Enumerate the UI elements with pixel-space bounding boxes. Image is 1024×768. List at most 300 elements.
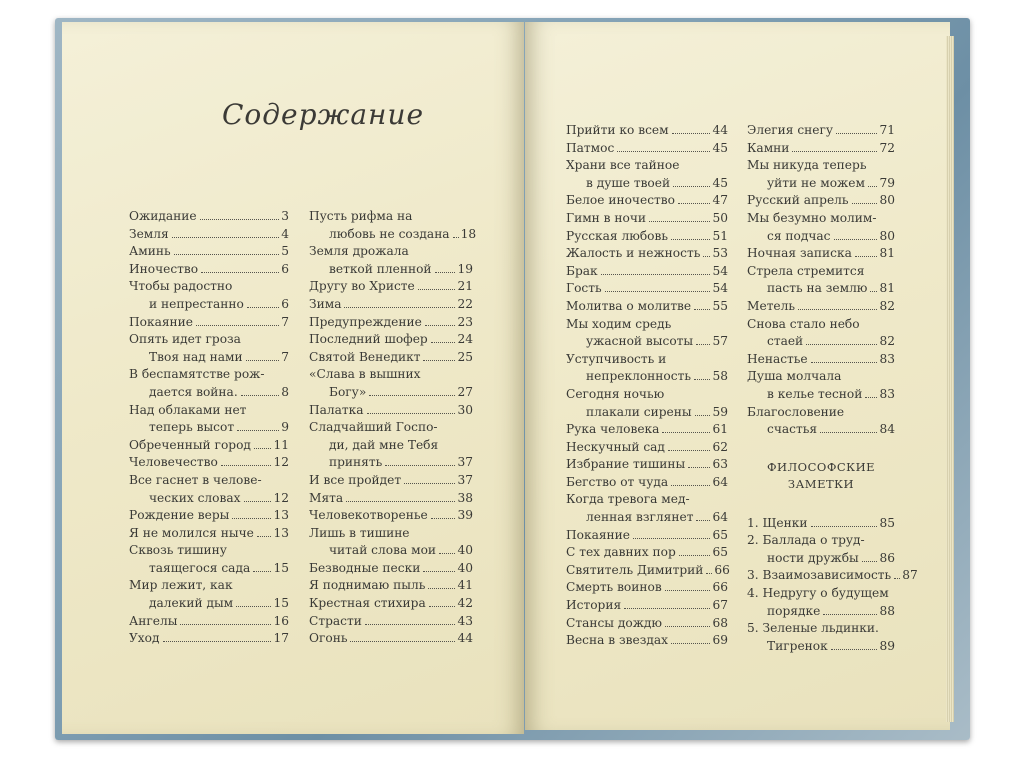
toc-entry-title: Уход [129, 631, 160, 646]
toc-entry-title: Ненастье [747, 351, 808, 366]
toc-entry[interactable] [566, 544, 728, 562]
toc-entry[interactable] [129, 437, 289, 455]
toc-page-number: 61 [712, 422, 728, 437]
toc-entry-title: Святой Венедикт [309, 349, 421, 364]
dot-leader [221, 465, 272, 466]
toc-entry-title: порядке [767, 603, 821, 618]
dot-leader [200, 219, 280, 220]
dot-leader [703, 256, 710, 257]
dot-leader [678, 203, 711, 204]
dot-leader [665, 590, 711, 591]
toc-entry-title: Аминь [129, 244, 171, 259]
dot-leader [253, 571, 271, 572]
toc-page-number: 83 [879, 386, 895, 401]
toc-entry[interactable] [309, 296, 473, 314]
dot-leader [174, 254, 280, 255]
dot-leader [811, 526, 878, 527]
toc-entry-title: Страсти [309, 613, 362, 628]
toc-entry-title: Ангелы [129, 613, 178, 628]
toc-entry-title: ческих словах [149, 490, 241, 505]
dot-leader [798, 309, 877, 310]
page-edges [946, 36, 954, 722]
toc-entry-title: Весна в звездах [566, 633, 669, 648]
dot-leader [792, 151, 877, 152]
dot-leader [633, 538, 710, 539]
toc-entry-title: Обреченный город [129, 437, 251, 452]
toc-page-number: 67 [712, 598, 728, 613]
toc-entry-title: таящегося сада [149, 560, 251, 575]
toc-entry-title: счастья [767, 422, 818, 437]
toc-entry[interactable] [566, 404, 728, 422]
dot-leader [439, 553, 455, 554]
toc-entry[interactable] [747, 298, 895, 316]
toc-entry-title: Я не молился ныче [129, 525, 254, 540]
toc-entry[interactable] [309, 384, 473, 402]
toc-entry[interactable] [309, 402, 473, 420]
dot-leader [196, 325, 279, 326]
toc-entry-title-line: Над облаками нет [129, 402, 247, 417]
toc-entry[interactable] [747, 515, 895, 533]
dot-leader [180, 624, 271, 625]
toc-entry-title-line: Снова стало небо [747, 316, 860, 331]
toc-entry[interactable] [129, 384, 289, 402]
toc-page-number: 21 [457, 279, 473, 294]
toc-entry[interactable] [566, 368, 728, 386]
toc-entry-title-line: Чтобы радостно [129, 279, 233, 294]
dot-leader [806, 344, 877, 345]
toc-page-number: 40 [457, 560, 473, 575]
toc-entry-title-line: Опять идет гроза [129, 332, 241, 347]
toc-entry[interactable] [129, 314, 289, 332]
toc-page-number: 79 [879, 175, 895, 190]
dot-leader [254, 448, 272, 449]
toc-entry-title-line: Сладчайший Госпо- [309, 420, 438, 435]
toc-entry-title: веткой пленной [329, 261, 432, 276]
toc-entry-title-line: Благословение [747, 404, 845, 419]
toc-page-number: 59 [712, 404, 728, 419]
dot-leader [163, 641, 272, 642]
toc-entry[interactable] [566, 597, 728, 615]
toc-entry-title: Крестная стихира [309, 596, 426, 611]
dot-leader [834, 239, 878, 240]
toc-entry[interactable] [309, 630, 473, 648]
toc-entry-title-line: 5. Зеленые льдинки. [747, 621, 879, 636]
toc-entry-title: Элегия снегу [747, 123, 834, 137]
toc-entry[interactable] [747, 175, 895, 193]
toc-page-number: 81 [879, 246, 895, 261]
toc-entry-title: Безводные пески [309, 560, 421, 575]
toc-page-number: 82 [879, 298, 895, 313]
dot-leader [232, 518, 271, 519]
toc-entry[interactable] [129, 243, 289, 261]
dot-leader [696, 344, 710, 345]
dot-leader [823, 614, 877, 615]
toc-entry-title: далекий дым [149, 596, 234, 611]
toc-page-number: 24 [457, 332, 473, 347]
toc-entry-title-line: Когда тревога мед- [566, 492, 690, 507]
toc-entry-title-line: Лишь в тишине [309, 525, 410, 540]
toc-entry[interactable] [747, 245, 895, 263]
toc-entry[interactable] [566, 175, 728, 193]
toc-page-number: 69 [712, 633, 728, 648]
dot-leader [862, 561, 878, 562]
toc-page-number: 15 [273, 560, 289, 575]
toc-entry-title: в келье тесной [767, 386, 863, 401]
toc-entry-title: Земля [129, 226, 169, 241]
toc-page-number: 66 [714, 562, 730, 577]
toc-entry-title: Белое иночество [566, 193, 675, 208]
dot-leader [672, 133, 711, 134]
toc-entry[interactable] [309, 278, 473, 296]
dot-leader [246, 360, 280, 361]
toc-entry[interactable] [129, 630, 289, 648]
dot-leader [671, 485, 710, 486]
dot-leader [172, 237, 280, 238]
toc-entry-title-line: В беспамятстве рож- [129, 367, 265, 382]
toc-entry-title: Человекотворенье [309, 508, 428, 523]
toc-entry[interactable] [129, 349, 289, 367]
toc-page-number: 13 [273, 508, 289, 523]
toc-page-number: 23 [457, 314, 473, 329]
toc-entry-title: плакали сирены [586, 404, 692, 419]
toc-entry[interactable] [129, 454, 289, 472]
toc-page-number: 38 [457, 490, 473, 505]
toc-entry[interactable] [129, 613, 289, 631]
toc-entry[interactable] [566, 122, 728, 140]
dot-leader [855, 256, 878, 257]
toc-page-number: 6 [281, 261, 289, 276]
toc-page-number: 37 [457, 472, 473, 487]
toc-entry-title: Покаяние [566, 527, 630, 542]
toc-page-number: 19 [457, 261, 473, 276]
toc-entry-title-line: Душа молчала [747, 369, 842, 384]
toc-page-number: 63 [712, 457, 728, 472]
toc-page-number: 58 [712, 369, 728, 384]
toc-page-number: 66 [712, 580, 728, 595]
toc-entry-title: Прийти ко всем [566, 123, 669, 137]
toc-entry[interactable] [747, 550, 895, 568]
dot-leader [831, 649, 878, 650]
section-heading-line: ЗАМЕТКИ [787, 476, 855, 491]
toc-page-number: 62 [712, 439, 728, 454]
dot-leader [425, 325, 456, 326]
toc-entry-title: Мята [309, 490, 344, 505]
toc-page-number: 68 [712, 615, 728, 630]
toc-page-number: 51 [712, 228, 728, 243]
toc-entry-title: теперь высот [149, 420, 235, 435]
toc-entry[interactable] [566, 456, 728, 474]
toc-entry[interactable] [747, 192, 895, 210]
toc-entry[interactable] [566, 298, 728, 316]
section-heading [747, 459, 895, 493]
dot-leader [671, 643, 710, 644]
toc-entry[interactable] [747, 228, 895, 246]
toc-entry-title-line: Уступчивость и [566, 351, 667, 366]
toc-page-number: 45 [712, 140, 728, 155]
toc-page-number: 47 [712, 193, 728, 208]
toc-entry-title-line: Мы ходим средь [566, 316, 672, 331]
toc-page-number: 12 [273, 455, 289, 470]
toc-page-number: 8 [281, 384, 289, 399]
toc-page-number: 55 [712, 298, 728, 313]
toc-column-4 [747, 122, 918, 655]
toc-entry[interactable] [747, 280, 895, 298]
toc-entry-title: Твоя над нами [149, 349, 243, 364]
section-entries [747, 515, 918, 656]
toc-entry-title: непреклонность [586, 369, 691, 384]
toc-page-number: 4 [281, 226, 289, 241]
dot-leader [601, 274, 711, 275]
toc-entry[interactable] [129, 208, 289, 226]
toc-entry-title-line: Храни все тайное [566, 158, 680, 173]
toc-page-number: 65 [712, 527, 728, 542]
toc-entry[interactable] [309, 454, 473, 472]
toc-page-number: 72 [879, 140, 895, 155]
toc-entry-title: принять [329, 455, 383, 470]
toc-entry-title: Покаяние [129, 314, 193, 329]
dot-leader [706, 573, 712, 574]
toc-page-number: 42 [457, 596, 473, 611]
dot-leader [346, 501, 455, 502]
dot-leader [344, 307, 455, 308]
toc-entry-title: уйти не можем [767, 175, 865, 190]
toc-entry[interactable] [566, 421, 728, 439]
toc-page-number: 81 [879, 281, 895, 296]
toc-entry[interactable] [309, 542, 473, 560]
toc-entry-title-line: Мы безумно молим- [747, 210, 877, 225]
dot-leader [236, 606, 271, 607]
toc-entry[interactable] [747, 122, 895, 140]
toc-entry-title: любовь не создана [329, 226, 450, 241]
toc-entry[interactable] [747, 638, 895, 656]
dot-leader [367, 413, 456, 414]
dot-leader [404, 483, 455, 484]
toc-entry[interactable] [309, 261, 473, 279]
toc-entry[interactable] [129, 226, 289, 244]
toc-entry[interactable] [747, 421, 895, 439]
dot-leader [418, 289, 456, 290]
toc-entry[interactable] [566, 228, 728, 246]
dot-leader [836, 133, 877, 134]
toc-entry[interactable] [129, 525, 289, 543]
toc-entry[interactable] [566, 527, 728, 545]
toc-page-number: 30 [457, 402, 473, 417]
toc-page-number: 54 [712, 281, 728, 296]
dot-leader [688, 467, 710, 468]
toc-page-number: 44 [457, 631, 473, 646]
toc-entry[interactable] [566, 439, 728, 457]
toc-page-number: 3 [281, 209, 289, 223]
toc-page-number: 15 [273, 596, 289, 611]
toc-entry-title: Зима [309, 296, 342, 311]
toc-entry-title-line: Пусть рифма на [309, 209, 413, 223]
toc-entry-title: ленная взглянет [586, 510, 694, 525]
toc-column-2 [309, 208, 477, 648]
dot-leader [868, 186, 878, 187]
dot-leader [350, 641, 455, 642]
toc-entry-title: Я поднимаю пыль [309, 578, 426, 593]
toc-entry-title: Человечество [129, 455, 218, 470]
toc-page-number: 7 [281, 314, 289, 329]
toc-page-number: 11 [273, 437, 289, 452]
toc-entry-title: Камни [747, 140, 790, 155]
toc-page-number: 88 [879, 603, 895, 618]
toc-page-number: 37 [457, 455, 473, 470]
dot-leader [665, 626, 710, 627]
dot-leader [865, 397, 877, 398]
toc-page-number: 64 [712, 510, 728, 525]
toc-entry-title-line: 2. Баллада о труд- [747, 533, 865, 548]
toc-entry[interactable] [129, 490, 289, 508]
toc-entry[interactable] [566, 562, 728, 580]
toc-entry[interactable] [566, 245, 728, 263]
toc-entry[interactable] [129, 296, 289, 314]
toc-entry-title: ся подчас [767, 228, 831, 243]
toc-entry[interactable] [566, 140, 728, 158]
toc-entry-title-line: Стрела стремится [747, 263, 865, 278]
toc-entry-title: пасть на землю [767, 281, 868, 296]
toc-page-number: 86 [879, 550, 895, 565]
toc-entry[interactable] [566, 474, 728, 492]
toc-page-number: 43 [457, 613, 473, 628]
toc-page-number: 27 [457, 384, 473, 399]
dot-leader [237, 430, 279, 431]
toc-entry-title: Рождение веры [129, 508, 230, 523]
dot-leader [694, 379, 711, 380]
toc-entry-title: 3. Взаимозависимость [747, 568, 892, 583]
toc-entry-title-line: 4. Недругу о будущем [747, 586, 889, 601]
toc-entry[interactable] [566, 632, 728, 650]
toc-entry-title: Тигренок [767, 638, 828, 653]
toc-entry[interactable] [309, 560, 473, 578]
toc-entry-title-line: Сегодня ночью [566, 386, 665, 401]
toc-entry-title: Метель [747, 298, 796, 313]
toc-page-number: 18 [460, 226, 477, 241]
toc-entry[interactable] [129, 261, 289, 279]
toc-entry[interactable] [129, 507, 289, 525]
toc-entry[interactable] [309, 577, 473, 595]
dot-leader [257, 536, 272, 537]
toc-entry[interactable] [566, 579, 728, 597]
toc-page-number: 41 [457, 578, 473, 593]
dot-leader [649, 221, 710, 222]
toc-page-number: 80 [879, 228, 895, 243]
toc-entry[interactable] [309, 507, 473, 525]
dot-leader [624, 608, 710, 609]
toc-entry-title: Ожидание [129, 209, 197, 223]
toc-entry-title: Предупреждение [309, 314, 422, 329]
toc-entry-title: Патмос [566, 140, 615, 155]
toc-column-3 [566, 122, 728, 650]
toc-entry-title: Нескучный сад [566, 439, 665, 454]
toc-page-number: 12 [273, 490, 289, 505]
dot-leader [365, 624, 456, 625]
toc-entry[interactable] [747, 351, 895, 369]
dot-leader [894, 578, 900, 579]
toc-entry-title: дается война. [149, 384, 238, 399]
toc-column-4-list [747, 122, 895, 439]
toc-page-number: 64 [712, 474, 728, 489]
toc-entry-title: Брак [566, 263, 598, 278]
toc-entry[interactable] [309, 472, 473, 490]
toc-entry[interactable] [747, 386, 895, 404]
toc-entry[interactable] [309, 595, 473, 613]
toc-entry[interactable] [747, 567, 918, 585]
toc-entry[interactable] [747, 333, 895, 351]
toc-entry[interactable] [566, 615, 728, 633]
toc-entry-title: ности дружбы [767, 550, 859, 565]
toc-page-number: 17 [273, 631, 289, 646]
toc-entry-title: ужасной высоты [586, 334, 694, 349]
dot-leader [605, 291, 711, 292]
dot-leader [435, 272, 456, 273]
toc-page-number: 22 [457, 296, 473, 311]
dot-leader [668, 450, 711, 451]
toc-page-number: 80 [879, 193, 895, 208]
toc-entry[interactable] [309, 490, 473, 508]
toc-entry[interactable] [747, 603, 895, 621]
dot-leader [662, 432, 710, 433]
dot-leader [811, 362, 878, 363]
dot-leader [241, 395, 280, 396]
toc-entry-title: Ночная записка [747, 246, 852, 261]
toc-entry[interactable] [129, 560, 289, 578]
section-heading-line: ФИЛОСОФСКИЕ [767, 459, 875, 474]
toc-entry[interactable] [566, 263, 728, 281]
toc-page-number: 50 [712, 210, 728, 225]
toc-entry-title: Смерть воинов [566, 580, 662, 595]
toc-entry-title: Русский апрель [747, 193, 849, 208]
toc-page-number: 57 [712, 334, 728, 349]
toc-entry-title: Рука человека [566, 422, 660, 437]
toc-page-number: 83 [879, 351, 895, 366]
toc-entry[interactable] [566, 509, 728, 527]
toc-page-number: 82 [879, 334, 895, 349]
toc-entry[interactable] [566, 333, 728, 351]
toc-entry[interactable] [129, 595, 289, 613]
toc-entry-title: С тех давних пор [566, 545, 676, 560]
toc-entry-title: и непрестанно [149, 296, 244, 311]
toc-entry[interactable] [309, 314, 473, 332]
toc-entry[interactable] [747, 140, 895, 158]
toc-entry[interactable] [309, 226, 477, 244]
toc-page-number: 84 [879, 422, 895, 437]
dot-leader [673, 186, 710, 187]
toc-page-number: 89 [879, 638, 895, 653]
toc-entry-title-line: Мы никуда теперь [747, 158, 867, 173]
toc-entry-title: Огонь [309, 631, 348, 646]
toc-entry[interactable] [129, 419, 289, 437]
toc-entry[interactable] [566, 280, 728, 298]
toc-entry-title: Молитва о молитве [566, 298, 692, 313]
toc-page-number: 71 [879, 123, 895, 137]
toc-entry[interactable] [566, 210, 728, 228]
dot-leader [695, 415, 711, 416]
toc-entry-title: стаей [767, 334, 804, 349]
toc-entry[interactable] [309, 613, 473, 631]
toc-page-number: 87 [902, 568, 918, 583]
toc-page-number: 44 [712, 123, 728, 137]
toc-entry[interactable] [309, 331, 473, 349]
toc-page-number: 54 [712, 263, 728, 278]
dot-leader [696, 520, 710, 521]
toc-page-number: 53 [712, 246, 728, 261]
toc-entry[interactable] [309, 349, 473, 367]
dot-leader [423, 360, 455, 361]
toc-entry[interactable] [566, 192, 728, 210]
dot-leader [385, 465, 455, 466]
toc-page-number: 5 [281, 244, 289, 259]
